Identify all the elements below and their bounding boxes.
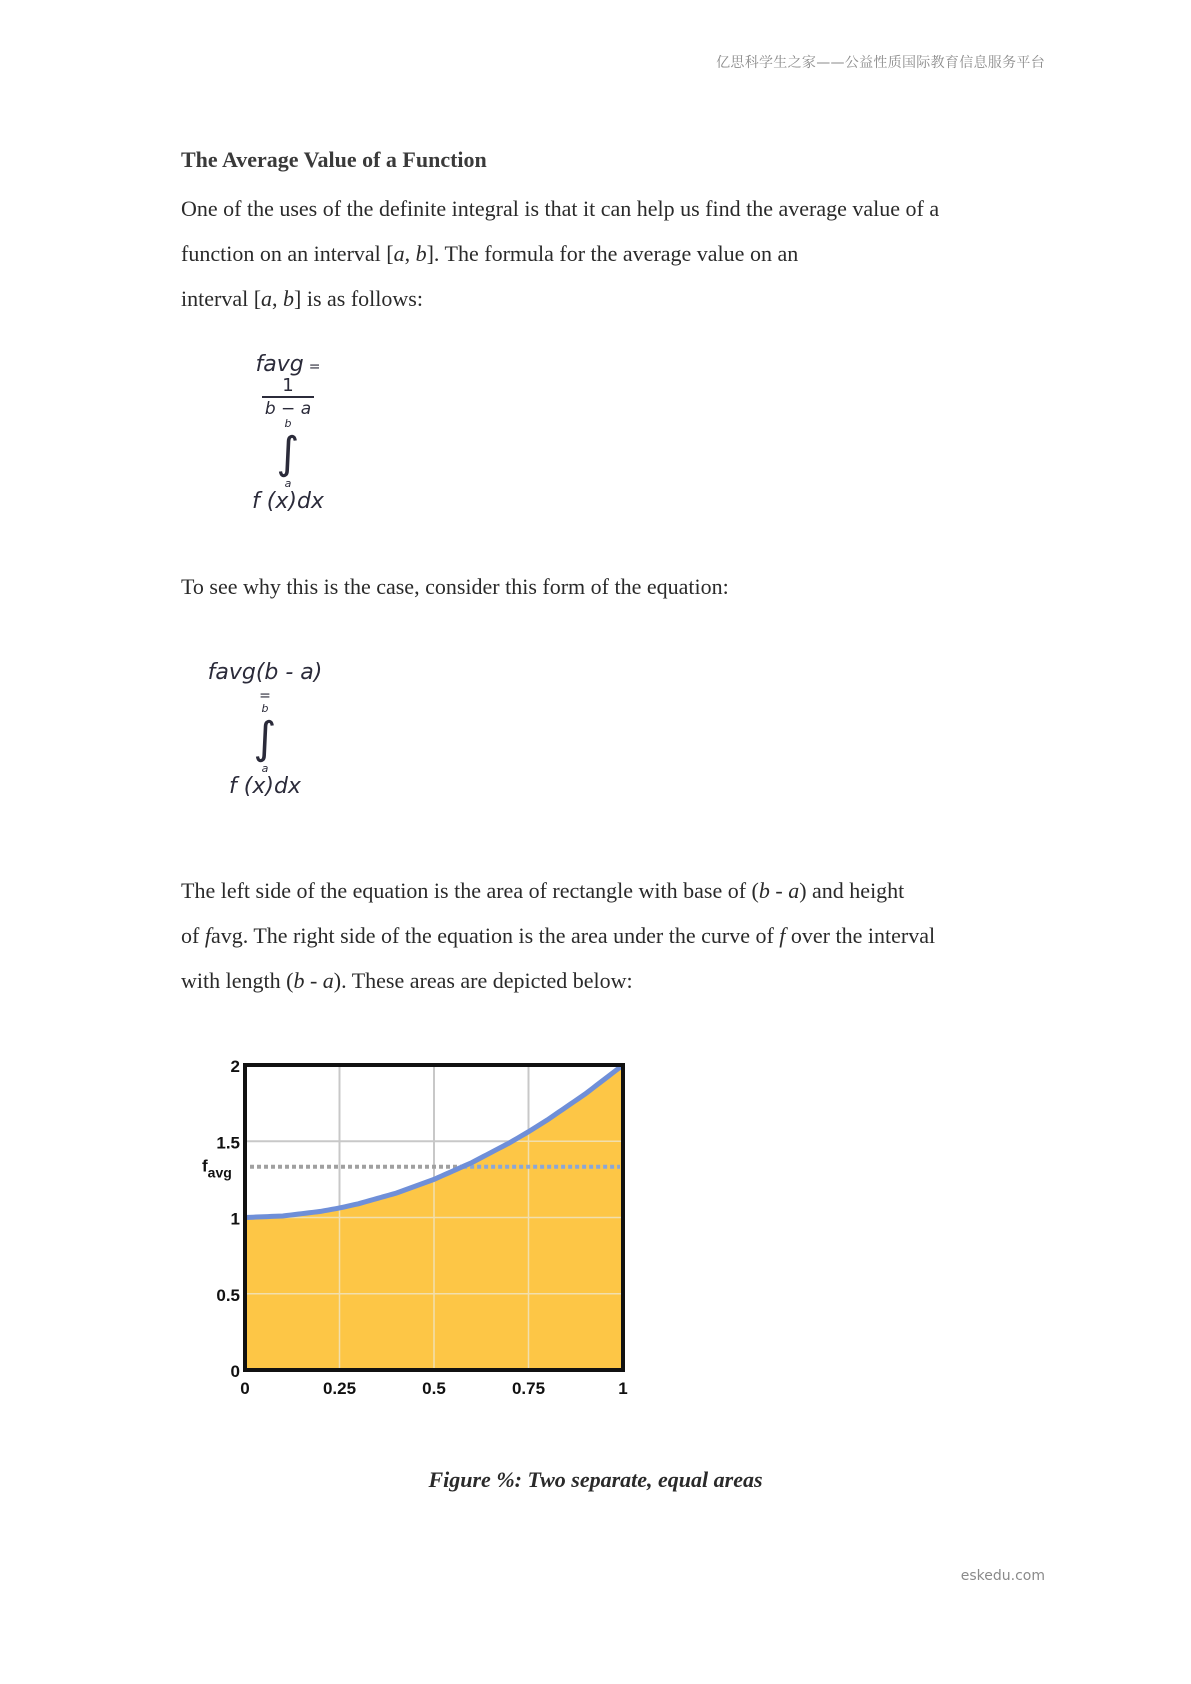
formula-lhs [200, 660, 330, 704]
x-tick-label: 1 [618, 1379, 628, 1398]
fraction-denominator: b − a [264, 398, 312, 419]
y-tick-label: 2 [230, 1057, 240, 1076]
x-tick-label: 0.25 [322, 1379, 357, 1398]
site-footer: eskedu.com [960, 1568, 1045, 1584]
transition-paragraph: To see why this is the case, consider this form of the equation: [181, 574, 729, 599]
integral-upper-limit: b [261, 702, 269, 715]
rearranged-formula [200, 660, 330, 799]
text-span: ) and height [799, 878, 905, 903]
intro-paragraph [181, 186, 939, 321]
var-f: f [779, 923, 786, 948]
intro-line-2 [181, 231, 939, 276]
favg-term: favg [255, 352, 304, 377]
integral-lower-limit: a [261, 762, 269, 775]
var-a: a [788, 878, 800, 903]
favg-axis-label [202, 1157, 232, 1181]
text-span: interval [ [181, 286, 262, 311]
text-span: with length ( [181, 968, 294, 993]
text-span: of [181, 923, 205, 948]
explanation-line-3 [181, 958, 935, 1003]
y-tick-label: 1 [230, 1209, 240, 1229]
fraction-numerator: 1 [282, 375, 294, 396]
site-header: 亿思科学生之家——公益性质国际教育信息服务平台 [716, 55, 1045, 71]
equals-sign: = [259, 688, 271, 704]
favg-label-main: f [202, 1156, 208, 1176]
text-span: over the interval [785, 923, 936, 948]
y-tick-label: 0 [230, 1362, 240, 1381]
y-tick-label: 0.5 [216, 1285, 240, 1305]
favg-times-width: favg(b - a) [207, 660, 323, 685]
equals-sign: = [308, 359, 321, 375]
average-value-formula [248, 352, 328, 514]
var-b: b [415, 241, 427, 266]
integral-sign: ∫ [276, 427, 300, 479]
area-under-curve-chart [200, 1040, 680, 1420]
text-span: avg. The right side of the equation is the area under the curve of [210, 923, 780, 948]
var-a: a [322, 968, 334, 993]
explanation-line-2 [181, 913, 935, 958]
favg-label-subscript: avg [207, 1164, 232, 1181]
integral-upper-limit: b [284, 416, 292, 430]
var-b: b [293, 968, 305, 993]
text-span: ] is as follows: [294, 286, 423, 311]
text-span: - [769, 878, 789, 903]
text-span: ). These areas are depicted below: [333, 968, 633, 993]
section-title: The Average Value of a Function [181, 147, 487, 172]
var-b: b [283, 286, 295, 311]
fraction-bar [262, 396, 314, 398]
figure-caption: Figure %: Two separate, equal areas [428, 1467, 763, 1492]
text-span: The left side of the equation is the area of rectangle with base of ( [181, 878, 759, 903]
text-span: - [304, 968, 323, 993]
y-tick-label: 1.5 [216, 1133, 240, 1153]
x-tick-label: 0.75 [511, 1379, 546, 1398]
var-f: f [204, 923, 211, 948]
text-span: , [272, 286, 284, 311]
var-a: a [261, 286, 273, 311]
var-a: a [393, 241, 405, 266]
integrand: f (x)dx [252, 488, 324, 514]
integral-sign: ∫ [253, 713, 277, 764]
text-span: ]. The formula for the average value on an [426, 241, 799, 266]
intro-line-1: One of the uses of the definite integral is that it can help us find the average value of a [181, 196, 940, 221]
x-tick-label: 0 [240, 1379, 250, 1398]
text-span: function on an interval [ [181, 241, 394, 266]
var-b: b [758, 878, 770, 903]
integrand: f (x)dx [229, 774, 301, 799]
text-span: , [404, 241, 416, 266]
intro-line-3 [181, 276, 939, 321]
explanation-line-1 [181, 868, 935, 913]
explanation-paragraph [181, 868, 935, 1003]
integral-lower-limit: a [284, 476, 292, 490]
formula-lhs [248, 352, 328, 377]
x-tick-label: 0.5 [422, 1379, 446, 1398]
